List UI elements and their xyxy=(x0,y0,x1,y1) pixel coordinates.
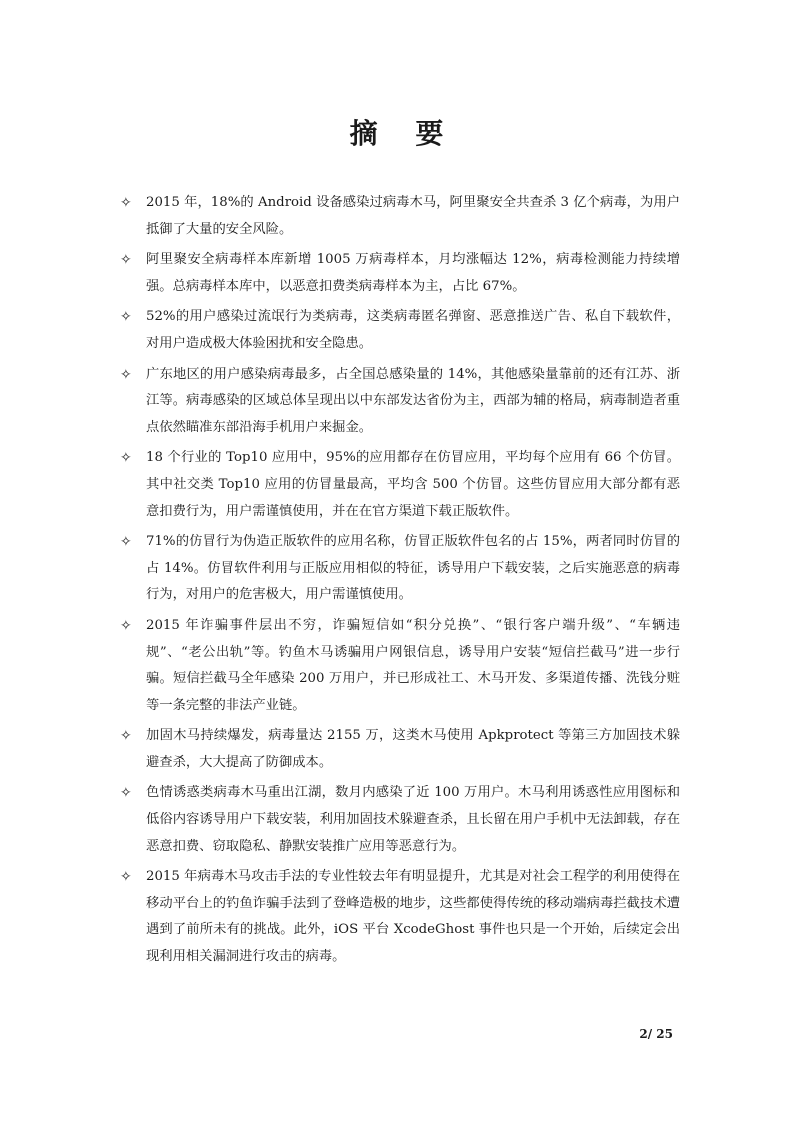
list-item xyxy=(120,723,680,776)
list-item xyxy=(120,190,680,243)
diamond-star-icon: ✧ xyxy=(120,785,132,802)
list-item-text: 2015 年诈骗事件层出不穷，诈骗短信如“积分兑换”、“银行客户端升级”、“车辆违规”、“老公出轨”等。钓鱼木马诱骗用户网银信息，诱导用户安装“短信拦截马”进一步行骗。短信拦截马全年感染 200 万用户，并已形成社工、木马开发、多渠道传播、洗钱分赃等一条完整的非法产业链。 xyxy=(146,617,680,713)
list-item-text: 2015 年病毒木马攻击手法的专业性较去年有明显提升，尤其是对社会工程学的利用使得在移动平台上的钓鱼诈骗手法到了登峰造极的地步，这些都使得传统的移动端病毒拦截技术遭遇到了前所未有的挑战。此外，iOS 平台 XcodeGhost 事件也只是一个开始，后续定会出现利用相关漏洞进行攻击的病毒。 xyxy=(146,869,680,965)
list-item xyxy=(120,304,680,357)
list-item-text: 广东地区的用户感染病毒最多，占全国总感染量的 14%，其他感染量靠前的还有江苏、浙江等。病毒感染的区域总体呈现出以中东部发达省份为主，西部为辅的格局，病毒制造者重点依然瞄准东部沿海手机用户来掘金。 xyxy=(146,366,680,435)
list-item-text: 18 个行业的 Top10 应用中，95%的应用都存在仿冒应用，平均每个应用有 66 个仿冒。其中社交类 Top10 应用的仿冒量最高，平均含 500 个仿冒。这些仿冒应用大部分都有恶意扣费行为，用户需谨慎使用，并在在官方渠道下载正版软件。 xyxy=(146,450,680,519)
diamond-star-icon: ✧ xyxy=(120,869,132,886)
list-item xyxy=(120,613,680,719)
list-item-text: 阿里聚安全病毒样本库新增 1005 万病毒样本，月均涨幅达 12%，病毒检测能力持续增强。总病毒样本库中，以恶意扣费类病毒样本为主，占比 67%。 xyxy=(146,252,680,294)
list-item xyxy=(120,864,680,970)
list-item xyxy=(120,529,680,609)
list-item xyxy=(120,780,680,860)
list-item xyxy=(120,445,680,525)
diamond-star-icon: ✧ xyxy=(120,195,132,211)
list-item xyxy=(120,247,680,300)
page-title: 摘 要 xyxy=(349,117,458,150)
list-item-text: 71%的仿冒行为伪造正版软件的应用名称，仿冒正版软件包名的占 15%，两者同时仿冒的占 14%。仿冒软件利用与正版应用相似的特征，诱导用户下载安装，之后实施恶意的病毒行为，对用户的危害极大，用户需谨慎使用。 xyxy=(146,534,680,603)
list-item-text: 加固木马持续爆发，病毒量达 2155 万，这类木马使用 Apkprotect 等第三方加固技术躲避查杀，大大提高了防御成本。 xyxy=(146,728,680,770)
summary-list xyxy=(120,190,680,975)
diamond-star-icon: ✧ xyxy=(120,252,132,269)
diamond-star-icon: ✧ xyxy=(120,617,132,634)
diamond-star-icon: ✧ xyxy=(120,309,132,326)
diamond-star-icon: ✧ xyxy=(120,450,132,467)
diamond-star-icon: ✧ xyxy=(120,728,132,745)
list-item-text: 色情诱惑类病毒木马重出江湖，数月内感染了近 100 万用户。木马利用诱惑性应用图标和低俗内容诱导用户下载安装，利用加固技术躲避查杀，且长留在用户手机中无法卸载，存在恶意扣费、窃取隐私、静默安装推广应用等恶意行为。 xyxy=(146,785,680,854)
page-number: 2/ 25 xyxy=(639,1027,673,1041)
list-item xyxy=(120,362,680,442)
list-item-text: 52%的用户感染过流氓行为类病毒，这类病毒匿名弹窗、恶意推送广告、私自下载软件，对用户造成极大体验困扰和安全隐患。 xyxy=(146,309,680,351)
diamond-star-icon: ✧ xyxy=(120,534,132,551)
list-item-text: 2015 年，18%的 Android 设备感染过病毒木马，阿里聚安全共查杀 3 亿个病毒，为用户抵御了大量的安全风险。 xyxy=(146,195,680,237)
diamond-star-icon: ✧ xyxy=(120,366,132,383)
